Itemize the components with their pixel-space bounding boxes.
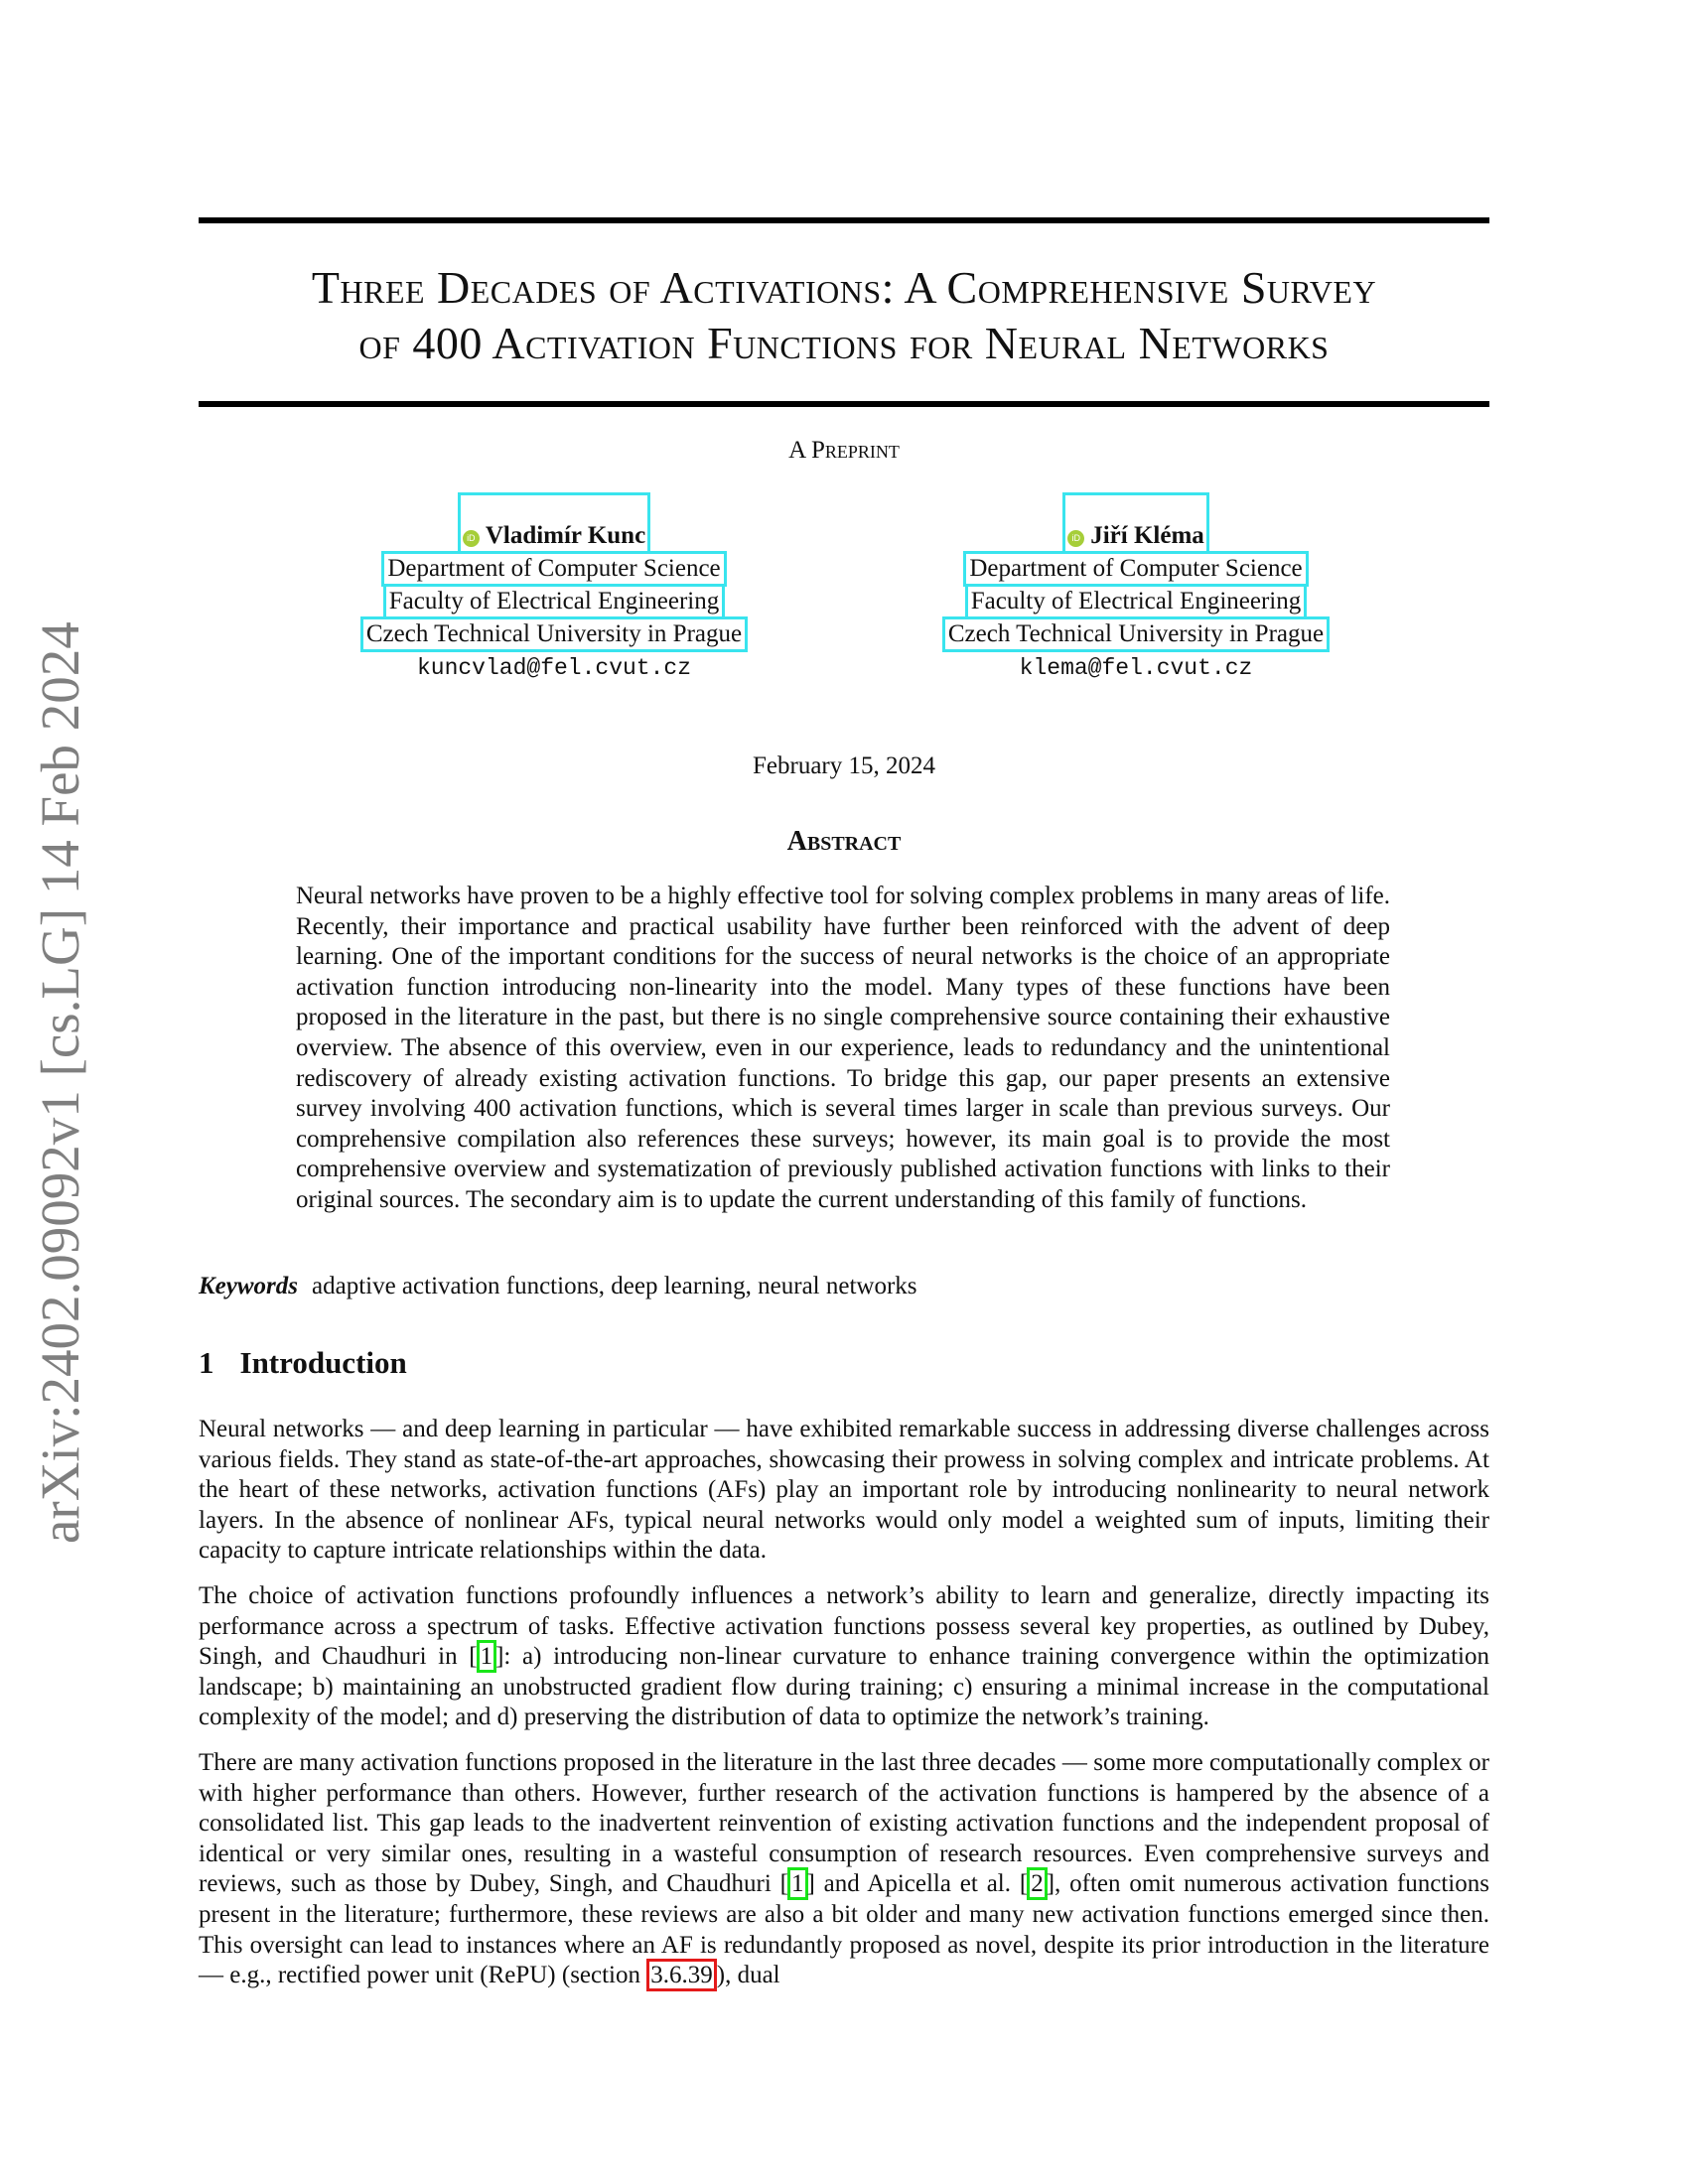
section-heading	[199, 1345, 407, 1381]
publication-date: February 15, 2024	[753, 752, 935, 779]
paragraph-text: The choice of activation functions profoundly influences a network’s ability to learn and generalize, directly impacting its performance across a spectrum of tasks. Effective activation functions possess several key properties, as outlined by Dubey, Singh, and Chaudhuri in [	[199, 1582, 1489, 1671]
keywords-value: adaptive activation functions, deep learning, neural networks	[312, 1273, 917, 1299]
citation-link[interactable]: 1	[477, 1640, 497, 1673]
abstract-text: Neural networks have proven to be a highly effective tool for solving complex problems in many areas of life. Recently, their importance and practical usability have further been reinforced with the advent of deep learning. One of the important conditions for the success of neural networks is the choice of an appropriate activation function introducing non-linearity into the model. Many types of these functions have been proposed in the literature in the past, but there is no single comprehensive source containing their exhaustive overview. The absence of this overview, even in our experience, leads to redundancy and the unintentional rediscovery of already existing activation functions. To bridge this gap, our paper presents an extensive survey involving 400 activation functions, which is several times larger in scale than previous surveys. Our comprehensive compilation also references these surveys; however, its main goal is to provide the most comprehensive overview and systematization of previously published activation functions with links to their original sources. The secondary aim is to update the current understanding of this family of functions.	[296, 883, 1390, 1213]
title-line-1: Three Decades of Activations: A Comprehensive Survey	[311, 262, 1377, 313]
intro-paragraph-3	[199, 1748, 1489, 1991]
author-name: Jiří Kléma	[1090, 522, 1204, 549]
paragraph-text: There are many activation functions proposed in the literature in the last three decades — some more computationally complex or with higher performance than others. However, further research of the activation functions is hampered by the absence of a consolidated list. This gap leads to the inadvertent reinvention of existing activation functions and the independent proposal of identical or very similar ones, resulting in a wasteful consumption of research resources. Even comprehensive surveys and reviews, such as those by Dubey, Singh, and Chaudhuri [	[199, 1749, 1489, 1898]
affiliation-department[interactable]: Department of Computer Science	[963, 551, 1308, 587]
citation-link[interactable]: 2	[1027, 1867, 1048, 1900]
orcid-icon[interactable]: iD	[1067, 530, 1084, 547]
author-block-klema	[917, 521, 1354, 683]
author-name-link[interactable]	[1062, 492, 1209, 554]
keywords-line	[199, 1273, 917, 1300]
affiliation-university[interactable]: Czech Technical University in Prague	[942, 616, 1330, 652]
citation-link[interactable]: 1	[787, 1867, 808, 1900]
section-title: Introduction	[239, 1345, 407, 1380]
section-reference-link[interactable]: 3.6.39	[646, 1959, 717, 1991]
author-email: kuncvlad@fel.cvut.cz	[416, 655, 692, 681]
affiliation-faculty[interactable]: Faculty of Electrical Engineering	[965, 584, 1308, 619]
paragraph-text: ], often omit numerous activation functions present in the literature; furthermore, these reviews are also a bit older and many new activation functions emerged since then. This oversight can lead to instances where an AF is redundantly proposed as novel, despite its prior introduction in the literature — e.g., rectified power unit (RePU) (section	[199, 1870, 1489, 1989]
author-name-link[interactable]	[458, 492, 650, 554]
paper-title	[199, 260, 1489, 371]
abstract-heading: Abstract	[786, 826, 902, 857]
author-name: Vladimír Kunc	[485, 522, 646, 549]
keywords-label: Keywords	[199, 1273, 298, 1299]
intro-paragraph-1: Neural networks — and deep learning in particular — have exhibited remarkable success in addressing diverse challenges across various fields. They stand as state-of-the-art approaches, showcasing their prowess in solving complex and intricate problems. At the heart of these networks, activation functions (AFs) play an important role by introducing nonlinearity to neural network layers. In the absence of nonlinear AFs, typical neural networks would only model a weighted sum of inputs, limiting their capacity to capture intricate relationships within the data.	[199, 1416, 1489, 1565]
paragraph-text: ]: a) introducing non-linear curvature to enhance training convergence within the optimization landscape; b) maintaining an unobstructed gradient flow during training; c) ensuring a minimal increase in the computational complexity of the model; and d) preserving the distribution of data to optimize the network’s training.	[199, 1643, 1489, 1731]
title-line-2: of 400 Activation Functions for Neural Networks	[358, 318, 1330, 368]
affiliation-university[interactable]: Czech Technical University in Prague	[360, 616, 748, 652]
orcid-icon[interactable]: iD	[463, 530, 480, 547]
section-number: 1	[199, 1345, 214, 1380]
title-top-rule	[199, 217, 1489, 223]
affiliation-department[interactable]: Department of Computer Science	[381, 551, 726, 587]
paragraph-text: ] and Apicella et al. [	[806, 1870, 1029, 1898]
intro-paragraph-2	[199, 1581, 1489, 1733]
paragraph-text: ), dual	[716, 1962, 780, 1989]
preprint-label: A Preprint	[788, 437, 900, 464]
author-block-kunc	[336, 521, 773, 683]
affiliation-faculty[interactable]: Faculty of Electrical Engineering	[383, 584, 726, 619]
title-bottom-rule	[199, 401, 1489, 407]
arxiv-identifier-stamp: arXiv:2402.09092v1 [cs.LG] 14 Feb 2024	[30, 621, 90, 1544]
author-email: klema@fel.cvut.cz	[1019, 655, 1253, 681]
